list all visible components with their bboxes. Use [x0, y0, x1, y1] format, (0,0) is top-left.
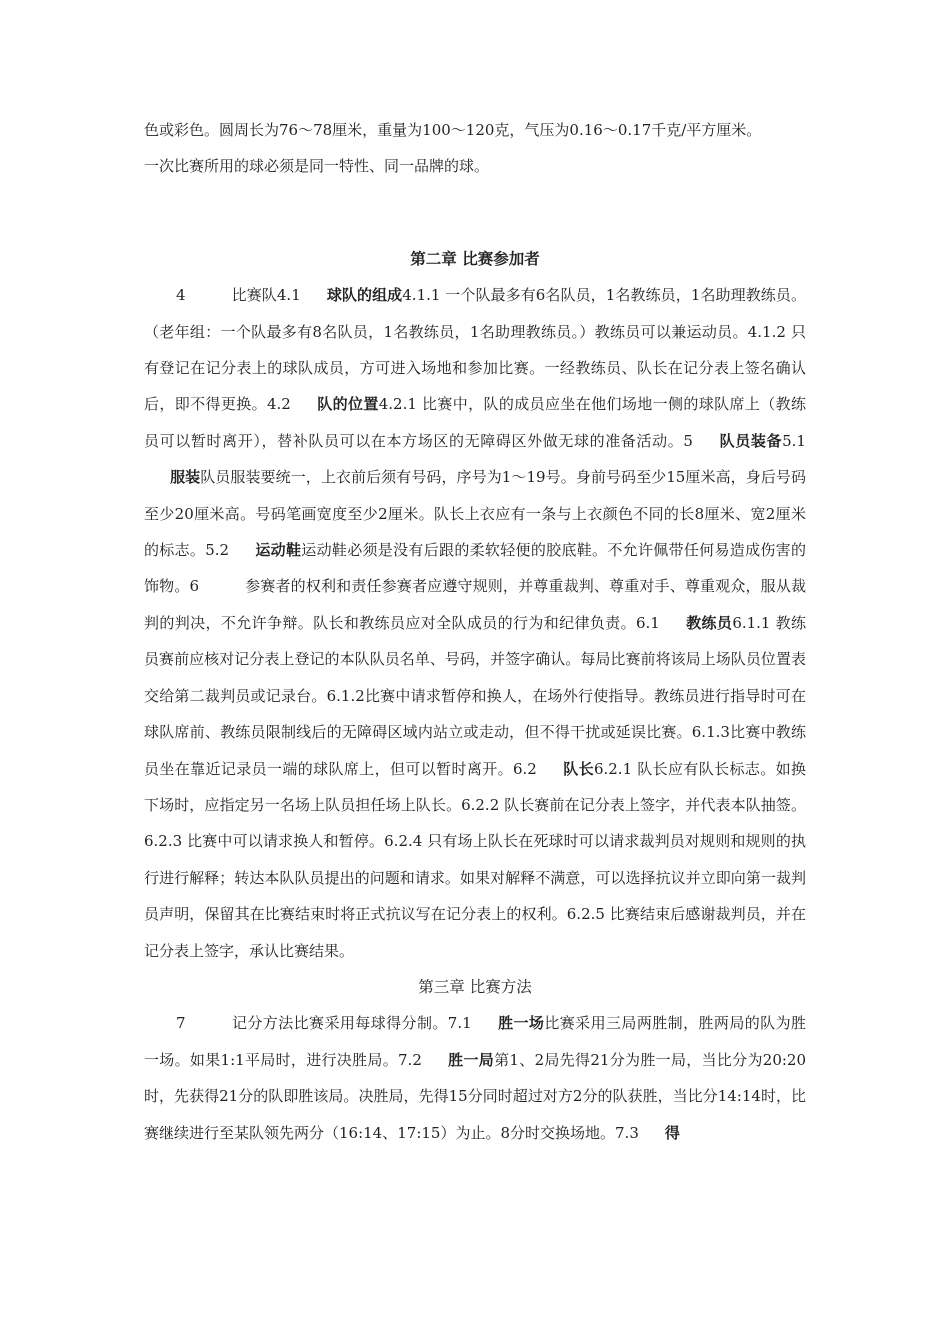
section-number: 4: [176, 286, 186, 305]
section-number: 7: [176, 1014, 186, 1033]
heading-inline: 得: [664, 1123, 680, 1142]
document-page: [144, 112, 806, 1151]
body-text: 4.1.1 一个队最多有6名队员，1名教练员，1名助理教练员。（老年组：一个队最多有8名队员，1名教练员，1名助理教练员。）教练员可以兼运动员。4.1.2 只有登记在记分表上的球队成员，方可进入场地和参加比赛。一经教练员、队长在记分表上签名确认后，即不得更换。4.2: [144, 286, 806, 414]
body-text: 第1、2局先得21分为胜一局，当比分为20:20时，先获得21分的队即胜该局。决胜局，先得15分同时超过对方2分的队获胜，当比分14:14时，比赛继续进行至某队领先两分（16:14、17:15）为止。8分时交换场地。7.3: [144, 1050, 806, 1142]
heading-inline: 运动鞋: [255, 541, 302, 560]
body-text: 运动鞋必须是没有后跟的柔软轻便的胶底鞋。不允许佩带任何易造成伤害的饰物。6: [144, 541, 806, 596]
body-text: 4.2.1 比赛中，队的成员应坐在他们场地一侧的球队席上（教练员可以暂时离开），替补队员可以在本方场区的无障碍区外做无球的准备活动。5: [144, 395, 806, 450]
body-text: 6.2.1 队长应有队长标志。如换下场时，应指定另一名场上队员担任场上队长。6.2.2 队长赛前在记分表上签字，并代表本队抽签。6.2.3 比赛中可以请求换人和暂停。6.2.4 只有场上队长在死球时可以请求裁判员对规则和规则的执行进行解释；转达本队队员提出的问题和请求。如果对解释不满意，可以选择抗议并立即向第一裁判员声明，保留其在比赛结束时将正式抗议写在记分表上的权利。6.2.5 比赛结束后感谢裁判员，并在记分表上签字，承认比赛结果。: [144, 759, 806, 960]
body-text: 比赛采用三局两胜制，胜两局的队为胜一场。如果1:1平局时，进行决胜局。7.2: [144, 1014, 806, 1069]
body-text: 记分方法比赛采用每球得分制。7.1: [231, 1014, 472, 1033]
heading-inline: 球队的组成: [326, 286, 403, 305]
body-text: 5.1: [782, 431, 806, 450]
chapter-2-title: 第二章 比赛参加者: [410, 248, 540, 268]
heading-inline: 队的位置: [316, 395, 379, 414]
heading-inline: 队员装备: [718, 431, 783, 450]
body-text: 队员服装要统一，上衣前后须有号码，序号为1～19号。身前号码至少15厘米高，身后号码至少20厘米高。号码笔画宽度至少2厘米。队长上衣应有一条与上衣颜色不同的长8厘米、宽2厘米的标志。5.2: [144, 468, 806, 560]
chapter-2-body: [144, 277, 806, 969]
body-text: 参赛者的权利和责任参赛者应遵守规则，并尊重裁判、尊重对手、尊重观众，服从裁判的判决，不允许争辩。队长和教练员应对全队成员的行为和纪律负责。6.1: [144, 577, 806, 632]
heading-inline: 教练员: [685, 613, 733, 632]
heading-inline: 服装: [170, 468, 201, 487]
body-text: 比赛队4.1: [231, 286, 301, 305]
heading-inline: 队长: [562, 759, 594, 778]
heading-inline: 胜一局: [447, 1050, 495, 1069]
body-text: 6.1.1 教练员赛前应核对记分表上登记的本队队员名单、号码，并签字确认。每局比赛前将该局上场队员位置表交给第二裁判员或记录台。6.1.2比赛中请求暂停和换人，在场外行使指导。教练员进行指导时可在球队席前、教练员限制线后的无障碍区域内站立或走动，但不得干扰或延误比赛。6.1.3比赛中教练员坐在靠近记录员一端的球队席上，但可以暂时离开。6.2: [144, 613, 806, 778]
intro-line-2: 一次比赛所用的球必须是同一特性、同一品牌的球。: [144, 157, 490, 176]
chapter-3-title: 第三章 比赛方法: [418, 977, 532, 996]
intro-line-1: 色或彩色。圆周长为76～78厘米，重量为100～120克，气压为0.16～0.17千克/平方厘米。: [144, 121, 762, 139]
heading-inline: 胜一场: [497, 1014, 545, 1033]
chapter-3-body: [144, 1005, 806, 1151]
